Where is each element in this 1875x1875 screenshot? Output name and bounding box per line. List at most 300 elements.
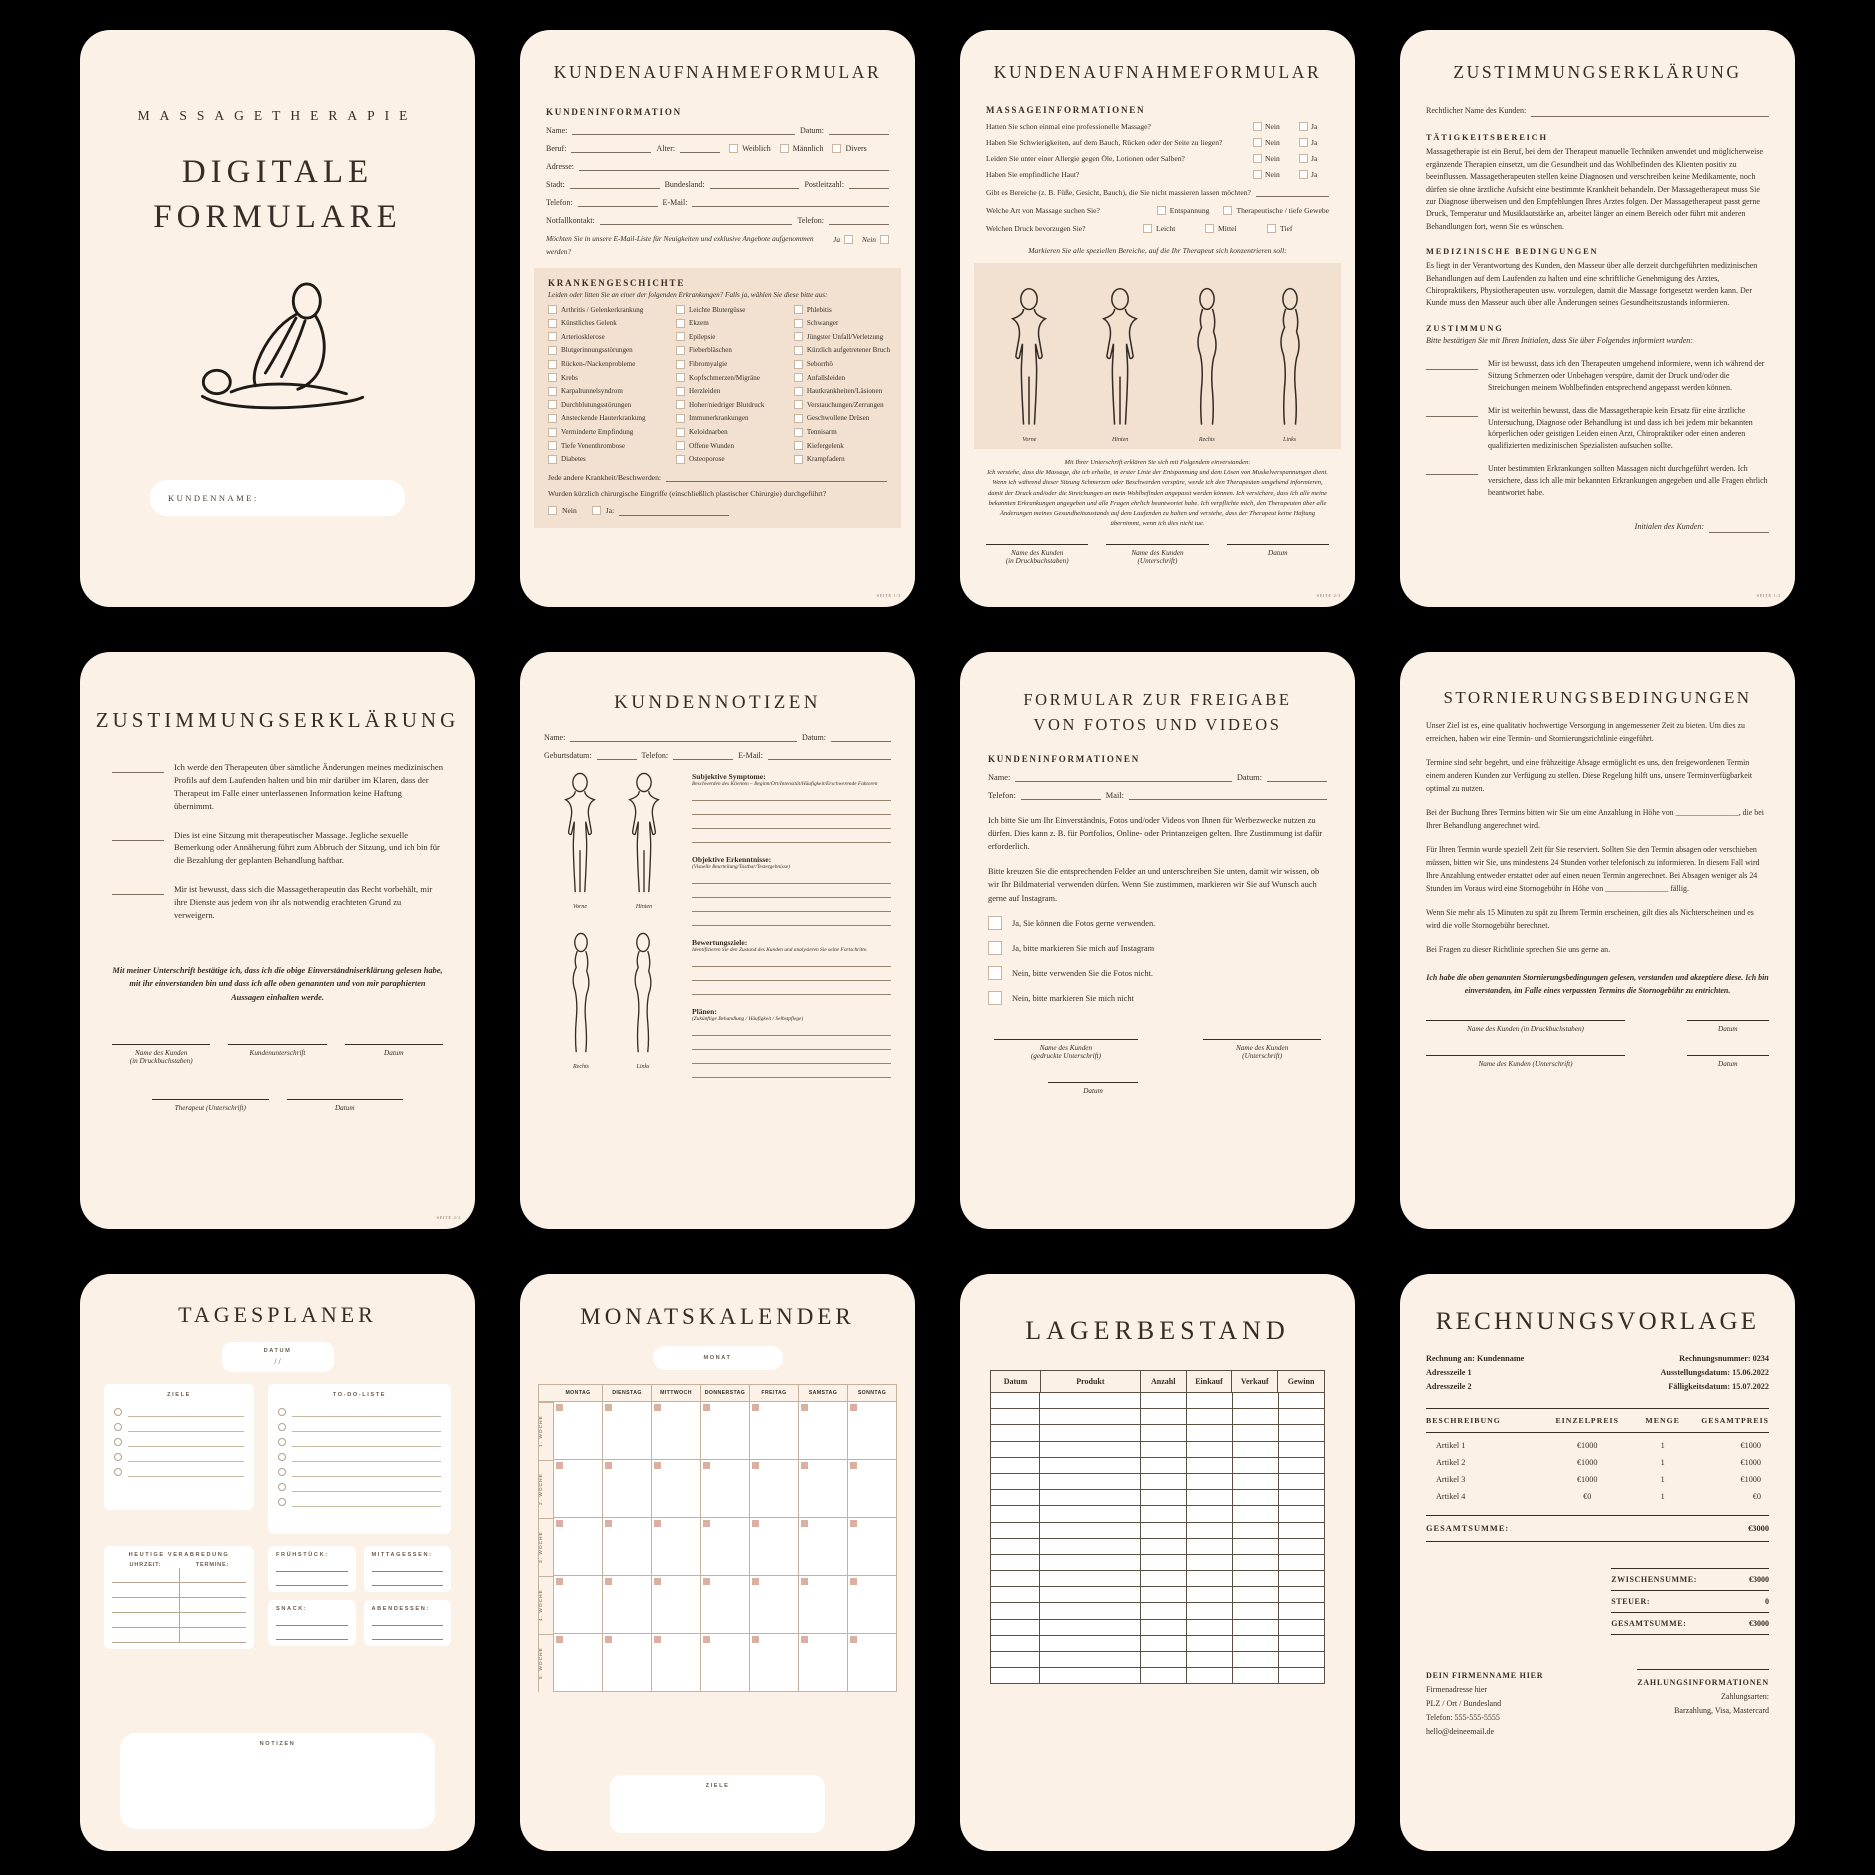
signature-line[interactable] <box>345 1044 443 1045</box>
nein-checkbox[interactable] <box>1253 122 1262 131</box>
todo-card[interactable] <box>268 1384 451 1534</box>
condition-checkbox[interactable] <box>676 441 685 450</box>
meal-lines[interactable] <box>372 1612 444 1640</box>
option-checkbox[interactable] <box>988 991 1002 1005</box>
gender-checkbox[interactable] <box>832 144 841 153</box>
condition-item <box>676 441 788 450</box>
invoice-table-header <box>1426 1408 1769 1433</box>
condition-label: Künstliches Gelenk <box>561 319 617 328</box>
initial-item-text: Ich werde den Therapeuten über sämtliche Änderungen meines medizinischen Profils auf dem Laufenden halten und bin mir darüber im Klaren, dass der Therapeut im Falle einer unterlassenen Information keine Haftung übernimmt. <box>174 762 444 811</box>
telefon2-input-line[interactable] <box>829 215 889 225</box>
signature-block[interactable] <box>1227 544 1329 565</box>
condition-label: Karpaltunnelsyndrom <box>561 387 623 396</box>
condition-item <box>676 346 788 355</box>
calendar-cell[interactable] <box>603 1518 652 1576</box>
summary-value: €3000 <box>1749 1618 1769 1628</box>
condition-label: Arthritis / Gelenkerkrankung <box>561 305 644 314</box>
condition-checkbox[interactable] <box>548 305 557 314</box>
datum-signature-block[interactable] <box>1048 1082 1138 1095</box>
figure-label: Vorne <box>1022 437 1037 443</box>
name-input-line[interactable] <box>570 732 797 742</box>
initials-input-line[interactable] <box>1426 463 1478 475</box>
pressure-option <box>1143 224 1205 233</box>
signature-line[interactable] <box>1106 544 1208 545</box>
beruf-input-line[interactable] <box>571 143 651 153</box>
initial-item-text: Unter bestimmten Erkrankungen sollten Massagen nicht durchgeführt werden. Ich versichere, dass ich alle mir bekannten Erkrankungen angegeben und alle Fragen ehrlich beantwortet habe. <box>1488 464 1768 497</box>
signature-label-1: Name des Kunden <box>1131 548 1184 557</box>
condition-checkbox[interactable] <box>794 441 803 450</box>
section-heading: Bewertungsziele: <box>692 938 748 947</box>
condition-checkbox[interactable] <box>794 332 803 341</box>
meal-card[interactable] <box>268 1600 356 1646</box>
initials-input-line[interactable] <box>112 883 164 895</box>
gender-checkbox[interactable] <box>729 144 738 153</box>
nein-checkbox[interactable] <box>1253 154 1262 163</box>
ruled-lines[interactable] <box>692 953 891 995</box>
form-title: KUNDENAUFNAHMEFORMULAR <box>553 62 882 82</box>
history-intro: Leiden oder litten Sie an einer der folgenden Erkrankungen? Falls ja, wählen Sie diese bitte aus: <box>548 291 828 300</box>
meal-lines[interactable] <box>372 1558 444 1586</box>
signature-line[interactable] <box>1203 1039 1321 1040</box>
initials-input-line[interactable] <box>112 829 164 841</box>
ja-option <box>1299 122 1329 131</box>
condition-item <box>794 346 890 355</box>
goals-card[interactable] <box>104 1384 254 1510</box>
ja-checkbox[interactable] <box>1299 138 1308 147</box>
month-field[interactable] <box>653 1346 783 1370</box>
other-illness-input-line[interactable] <box>666 472 887 482</box>
invoice-total-row <box>1426 1515 1769 1542</box>
initial-item <box>1426 358 1769 394</box>
condition-item <box>794 455 890 464</box>
signature-label-1: Name des Kunden <box>135 1049 188 1058</box>
condition-checkbox[interactable] <box>794 387 803 396</box>
invoice-meta-line: Ausstellungsdatum: 15.06.2022 <box>1660 1367 1769 1377</box>
signature-line[interactable] <box>1426 1020 1625 1021</box>
nein-option <box>1253 138 1299 147</box>
appointment-rows[interactable] <box>112 1568 246 1643</box>
figure-label: Hinten <box>1111 437 1129 443</box>
condition-checkbox[interactable] <box>794 414 803 423</box>
goals-bar[interactable] <box>610 1775 825 1833</box>
type-checkbox[interactable] <box>1157 206 1166 215</box>
datum-input-line[interactable] <box>831 732 891 742</box>
surgery-question: Wurden kürzlich chirurgische Eingriffe (einschließlich plastischer Chirurgie) durchgeführt? <box>548 488 827 498</box>
option-checkbox[interactable] <box>988 941 1002 955</box>
meal-lines[interactable] <box>276 1612 348 1640</box>
signature-line[interactable] <box>152 1099 269 1100</box>
nein-checkbox[interactable] <box>1253 138 1262 147</box>
geburtsdatum-input-line[interactable] <box>597 750 637 760</box>
consent-intro: Bitte bestätigen Sie mit Ihren Initialen, dass Sie über Folgendes informiert wurden: <box>1426 335 1693 345</box>
condition-checkbox[interactable] <box>548 441 557 450</box>
company-line: Telefon: 555-555-5555 <box>1426 1712 1500 1722</box>
condition-checkbox[interactable] <box>548 332 557 341</box>
condition-checkbox[interactable] <box>794 373 803 382</box>
condition-item <box>794 305 890 314</box>
condition-label: Ansteckende Hauterkrankung <box>561 414 646 423</box>
ziele-heading: ZIELE <box>167 1392 191 1398</box>
signature-line[interactable] <box>1227 544 1329 545</box>
calendar-cell[interactable] <box>848 1634 897 1692</box>
notes-card[interactable] <box>120 1733 435 1829</box>
inventory-column-header: Anzahl <box>1141 1371 1187 1392</box>
plz-input-line[interactable] <box>849 179 889 189</box>
signature-line[interactable] <box>1048 1082 1138 1083</box>
surgery-ja-checkbox[interactable] <box>592 506 601 515</box>
meal-lines[interactable] <box>276 1558 348 1586</box>
gender-checkbox[interactable] <box>780 144 789 153</box>
signature-block[interactable] <box>287 1099 404 1112</box>
calendar-cell[interactable] <box>750 1518 799 1576</box>
form-title: KUNDENNOTIZEN <box>614 692 821 713</box>
signature-block-printed[interactable] <box>994 1039 1138 1060</box>
appointment-heading: HEUTIGE VERABREDUNG <box>128 1552 230 1558</box>
telefon-input-line[interactable] <box>1021 790 1101 800</box>
mail-label: Mail: <box>1105 790 1124 800</box>
area-input-line[interactable] <box>1256 187 1329 197</box>
condition-checkbox[interactable] <box>794 455 803 464</box>
name-input-line[interactable] <box>572 125 795 135</box>
scope-heading: TÄTIGKEITSBEREICH <box>1426 133 1548 143</box>
condition-checkbox[interactable] <box>548 346 557 355</box>
goal-rows[interactable] <box>114 1402 244 1477</box>
condition-item <box>794 441 890 450</box>
condition-checkbox[interactable] <box>676 428 685 437</box>
condition-checkbox[interactable] <box>548 455 557 464</box>
calendar-cell[interactable] <box>554 1402 603 1460</box>
datum-input-line[interactable] <box>1267 772 1327 782</box>
policy-paragraph: Bei der Buchung Ihres Termins bitten wir Sie um eine Anzahlung in Höhe von ________________, die bei Ihrer Behandlung angerechnet wird. <box>1426 808 1764 831</box>
signature-line[interactable] <box>287 1099 404 1100</box>
conditions-column-3 <box>794 305 890 464</box>
bill-to-line: Adresszeile 1 <box>1426 1367 1472 1377</box>
ruled-lines[interactable] <box>692 787 891 843</box>
telefon-label: Telefon: <box>988 790 1016 800</box>
calendar-day-header <box>538 1384 897 1402</box>
condition-label: Verminderte Empfindung <box>561 428 634 436</box>
email-label: E-Mail: <box>662 198 688 207</box>
inventory-sheet <box>960 1274 1355 1851</box>
signature-block[interactable] <box>228 1044 326 1065</box>
name-input-line[interactable] <box>1015 772 1232 782</box>
initials-input-line[interactable] <box>112 761 164 773</box>
condition-item <box>794 373 890 382</box>
datum-input-line[interactable] <box>829 125 889 135</box>
signature-block[interactable] <box>1106 544 1208 565</box>
item-total: €1000 <box>1740 1440 1761 1450</box>
company-name: DEIN FIRMENNAME HIER <box>1426 1670 1544 1680</box>
agreement-lead: Mit Ihrer Unterschrift erklären Sie sich mit Folgendem einverstanden: <box>1064 459 1251 466</box>
body-diagrams[interactable] <box>544 772 680 1078</box>
pressure-checkbox[interactable] <box>1267 224 1276 233</box>
ruled-lines[interactable] <box>692 1022 891 1078</box>
ja-option <box>1299 154 1329 163</box>
section-heading: KUNDENINFORMATION <box>546 107 682 117</box>
condition-checkbox[interactable] <box>676 360 685 369</box>
calendar-cell[interactable] <box>848 1576 897 1634</box>
nein-option <box>1253 122 1299 131</box>
legal-name-input-line[interactable] <box>1531 107 1769 117</box>
calendar-cell[interactable] <box>750 1460 799 1518</box>
condition-item <box>676 455 788 464</box>
client-signature-block[interactable] <box>1426 1055 1625 1068</box>
item-total: €1000 <box>1740 1474 1761 1484</box>
initial-item-text: Mir ist bewusst, dass sich die Massagetherapeutin das Recht vorbehält, mir ihre Dienste aus jedem von ihr als notwendig erachteten Grund zu verweigern. <box>174 884 433 921</box>
condition-checkbox[interactable] <box>548 414 557 423</box>
meal-card[interactable] <box>364 1546 452 1592</box>
condition-checkbox[interactable] <box>676 414 685 423</box>
adresse-input-line[interactable] <box>579 161 889 171</box>
meal-card[interactable] <box>268 1546 356 1592</box>
name-label: Name: <box>546 126 568 135</box>
client-signature-block[interactable] <box>1426 1020 1625 1033</box>
calendar-cell[interactable] <box>652 1402 701 1460</box>
bundesland-input-line[interactable] <box>710 179 800 189</box>
invoice-meta-line: Fälligkeitsdatum: 15.07.2022 <box>1668 1381 1769 1391</box>
name-label: Name: <box>544 733 566 742</box>
calendar-cell[interactable] <box>554 1460 603 1518</box>
surgery-detail-input-line[interactable] <box>619 506 729 516</box>
calendar-cell[interactable] <box>701 1576 750 1634</box>
calendar-cell[interactable] <box>848 1518 897 1576</box>
email-input-line[interactable] <box>692 197 889 207</box>
date-signature-block[interactable] <box>1687 1055 1769 1068</box>
condition-checkbox[interactable] <box>548 319 557 328</box>
calendar-cell[interactable] <box>799 1518 848 1576</box>
calendar-cell[interactable] <box>701 1634 750 1692</box>
signature-block[interactable] <box>986 544 1088 565</box>
condition-label: Verstauchungen/Zerrungen <box>806 400 884 409</box>
stadt-input-line[interactable] <box>570 179 660 189</box>
condition-item <box>548 428 670 437</box>
condition-label: Kiefergelenk <box>806 441 844 450</box>
calendar-week-row <box>538 1576 897 1634</box>
condition-checkbox[interactable] <box>676 319 685 328</box>
calendar-cell[interactable] <box>701 1518 750 1576</box>
calendar-cell[interactable] <box>701 1402 750 1460</box>
calendar-cell[interactable] <box>652 1518 701 1576</box>
calendar-cell[interactable] <box>799 1460 848 1518</box>
inventory-title: LAGERBESTAND <box>1025 1316 1290 1345</box>
calendar-cell[interactable] <box>652 1576 701 1634</box>
telefon-label: Telefon: <box>546 198 573 207</box>
mail-input-line[interactable] <box>1129 790 1327 800</box>
date-signature-block[interactable] <box>1687 1020 1769 1033</box>
signature-row <box>1426 1055 1769 1068</box>
initial-item-text: Mir ist weiterhin bewusst, dass die Massagetherapie kein Ersatz für eine ärztliche Untersuchung, Diagnose oder Behandlung ist und dass ich bei jedem mir bekannten körperlichen oder geistigen Leiden einen Arzt, Chiropraktiker oder einen anderen qualifizierten medizinischen Spezialisten aufsuchen sollte. <box>1488 405 1753 451</box>
condition-item <box>548 441 670 450</box>
type-option-label: Entspannung <box>1169 206 1210 215</box>
ruled-lines[interactable] <box>692 870 891 926</box>
item-qty: 1 <box>1660 1440 1665 1450</box>
condition-label: Krampfadern <box>806 455 845 464</box>
condition-checkbox[interactable] <box>676 455 685 464</box>
inventory-column-header: Gewinn <box>1287 1377 1315 1386</box>
consent-form-page-2 <box>80 652 475 1229</box>
agreement-body: Ich verstehe, dass die Massage, die ich erhalte, in erster Linie der Entspannung und dem Lösen von Muskelverspannungen dient. Wenn ich während dieser Sitzung Schmerzen oder Beschwerden verspüre, werde ich den Therapeuten umgehend informieren, damit der Druck und/oder die Streichungen an mein Wohlbefinden angepasst werden können. Ich versichere, dass ich alle meine bekannten Erkrankungen angegeben und alle Fragen ehrlich beantwortet habe. Ich verpflichte mich, den Therapeuten über alle Änderungen meines Gesundheitszustands auf dem Laufenden zu halten und verstehe, dass der Therapeut keine Haftung übernimmt, wenn ich dies nicht tue. <box>987 469 1328 528</box>
pressure-checkbox[interactable] <box>1143 224 1152 233</box>
calendar-cell[interactable] <box>603 1402 652 1460</box>
summary-label: GESAMTSUMME: <box>1611 1618 1687 1628</box>
history-heading: KRANKENGESCHICHTE <box>548 278 686 289</box>
newsletter-nein-option <box>862 235 889 244</box>
calendar-cell[interactable] <box>652 1634 701 1692</box>
alter-input-line[interactable] <box>680 143 720 153</box>
nein-option <box>1253 154 1299 163</box>
meal-heading: MITTAGESSEN: <box>371 1552 433 1558</box>
calendar-cell[interactable] <box>603 1460 652 1518</box>
company-line: hello@deineemail.de <box>1426 1726 1495 1736</box>
calendar-cell[interactable] <box>750 1402 799 1460</box>
calendar-cell[interactable] <box>603 1634 652 1692</box>
invoice-item-row <box>1426 1484 1769 1501</box>
massage-type-options <box>1157 206 1329 215</box>
day-name: DIENSTAG <box>603 1384 652 1402</box>
ja-label: Ja <box>1311 154 1318 163</box>
signature-block[interactable] <box>152 1099 269 1112</box>
appointments-card[interactable] <box>104 1546 254 1649</box>
condition-checkbox[interactable] <box>676 305 685 314</box>
invoice-meta-line: Rechnungsnummer: 0234 <box>1679 1354 1769 1363</box>
type-checkbox[interactable] <box>1223 206 1232 215</box>
surgery-nein-label: Nein <box>562 506 577 516</box>
ja-checkbox[interactable] <box>1299 122 1308 131</box>
ja-checkbox[interactable] <box>1299 170 1308 179</box>
condition-checkbox[interactable] <box>676 332 685 341</box>
newsletter-ja-checkbox[interactable] <box>844 235 853 244</box>
condition-label: Blutgerinnungsstörungen <box>561 346 633 355</box>
template-grid <box>80 30 1795 1851</box>
payment-heading: ZAHLUNGSINFORMATIONEN <box>1637 1677 1769 1687</box>
signature-block-signed[interactable] <box>1203 1039 1321 1060</box>
condition-checkbox[interactable] <box>548 387 557 396</box>
telefon-input-line[interactable] <box>578 197 658 207</box>
calendar-cell[interactable] <box>750 1576 799 1634</box>
calendar-cell[interactable] <box>848 1402 897 1460</box>
invoice-items <box>1426 1433 1769 1501</box>
week-label: 2. WOCHE <box>538 1460 554 1518</box>
gender-option-label: Divers <box>845 144 867 153</box>
signature-line[interactable] <box>994 1039 1138 1040</box>
section-heading: MASSAGEINFORMATIONEN <box>986 105 1146 115</box>
condition-item <box>548 360 670 369</box>
signature-line[interactable] <box>1687 1055 1769 1056</box>
condition-checkbox[interactable] <box>548 400 557 409</box>
condition-checkbox[interactable] <box>676 400 685 409</box>
alter-label: Alter: <box>656 144 676 153</box>
calendar-cell[interactable] <box>799 1634 848 1692</box>
condition-item <box>548 414 670 423</box>
condition-checkbox[interactable] <box>794 319 803 328</box>
signature-block[interactable] <box>345 1044 443 1065</box>
condition-checkbox[interactable] <box>548 360 557 369</box>
calendar-cell[interactable] <box>652 1460 701 1518</box>
signature-line[interactable] <box>986 544 1088 545</box>
gender-option <box>832 144 866 153</box>
section-heading: Objektive Erkenntnisse: <box>692 855 772 864</box>
calendar-cell[interactable] <box>554 1518 603 1576</box>
figure-front <box>1005 287 1053 443</box>
condition-checkbox[interactable] <box>548 373 557 382</box>
condition-checkbox[interactable] <box>794 360 803 369</box>
nein-checkbox[interactable] <box>1253 170 1262 179</box>
signature-line[interactable] <box>1687 1020 1769 1021</box>
option-checkbox[interactable] <box>988 916 1002 930</box>
signature-line[interactable] <box>1426 1055 1625 1056</box>
release-options <box>988 916 1327 1005</box>
initial-item-text: Dies ist eine Sitzung mit therapeutischer Massage. Jegliche sexuelle Bemerkung oder Annäherung führt zum Abbruch der Sitzung, und ich bin für die Bezahlung der geplanten Behandlung haftbar. <box>174 829 440 866</box>
signature-block[interactable] <box>112 1044 210 1065</box>
surgery-nein-checkbox[interactable] <box>548 506 557 515</box>
condition-label: Immunerkrankungen <box>689 414 749 423</box>
meal-card[interactable] <box>364 1600 452 1646</box>
calendar-cell[interactable] <box>554 1576 603 1634</box>
condition-checkbox[interactable] <box>794 400 803 409</box>
calendar-cell[interactable] <box>603 1576 652 1634</box>
signature-line[interactable] <box>228 1044 326 1045</box>
condition-label: Seborrhö <box>806 360 833 369</box>
signature-line[interactable] <box>112 1044 210 1045</box>
client-initials-input-line[interactable] <box>1709 523 1769 533</box>
condition-checkbox[interactable] <box>676 387 685 396</box>
figure-label: Links <box>636 1064 650 1070</box>
ja-checkbox[interactable] <box>1299 154 1308 163</box>
condition-label: Jüngster Unfall/Verletzung <box>806 332 884 341</box>
item-unit-price: €1000 <box>1576 1457 1598 1467</box>
condition-label: Tennisarm <box>806 428 837 436</box>
initials-input-line[interactable] <box>1426 405 1478 417</box>
pressure-checkbox[interactable] <box>1205 224 1214 233</box>
telefon-input-line[interactable] <box>673 750 733 760</box>
condition-checkbox[interactable] <box>548 428 557 437</box>
condition-checkbox[interactable] <box>794 305 803 314</box>
condition-item <box>548 346 670 355</box>
condition-checkbox[interactable] <box>676 373 685 382</box>
date-field[interactable] <box>222 1342 334 1372</box>
calendar-cell[interactable] <box>554 1634 603 1692</box>
ziele-label: ZIELE <box>705 1783 730 1789</box>
todo-rows[interactable] <box>278 1402 441 1507</box>
calendar-week-row <box>538 1634 897 1692</box>
notfallkontakt-input-line[interactable] <box>600 215 793 225</box>
initials-input-line[interactable] <box>1426 358 1478 370</box>
calendar-cell[interactable] <box>799 1576 848 1634</box>
info-heading: KUNDENINFORMATIONEN <box>988 753 1141 764</box>
condition-item <box>794 414 890 423</box>
release-paragraph-2: Bitte kreuzen Sie die entsprechenden Felder an und unterschreiben Sie unten, damit wir wissen, ob wir Ihr Bildmaterial verwenden dürfen. Wenn Sie zustimmen, markieren wir Sie auf Wunsch auch gerne auf Instagram. <box>988 866 1320 903</box>
col-header: GESAMTPREIS <box>1701 1415 1769 1425</box>
initial-item <box>112 761 443 813</box>
condition-checkbox[interactable] <box>794 346 803 355</box>
calendar-cell[interactable] <box>750 1634 799 1692</box>
option-checkbox[interactable] <box>988 966 1002 980</box>
initial-item <box>1426 405 1769 452</box>
newsletter-nein-checkbox[interactable] <box>880 235 889 244</box>
calendar-cell[interactable] <box>848 1460 897 1518</box>
col-header: EINZELPREIS <box>1555 1415 1619 1425</box>
body-diagram-block[interactable] <box>974 263 1341 449</box>
condition-checkbox[interactable] <box>676 346 685 355</box>
calendar-cell[interactable] <box>701 1460 750 1518</box>
condition-checkbox[interactable] <box>794 428 803 437</box>
condition-item <box>548 373 670 382</box>
figure-label: Hinten <box>635 904 653 910</box>
calendar-cell[interactable] <box>799 1402 848 1460</box>
client-name-field[interactable] <box>150 480 405 516</box>
inventory-table-body[interactable] <box>990 1392 1325 1684</box>
email-input-line[interactable] <box>768 750 891 760</box>
